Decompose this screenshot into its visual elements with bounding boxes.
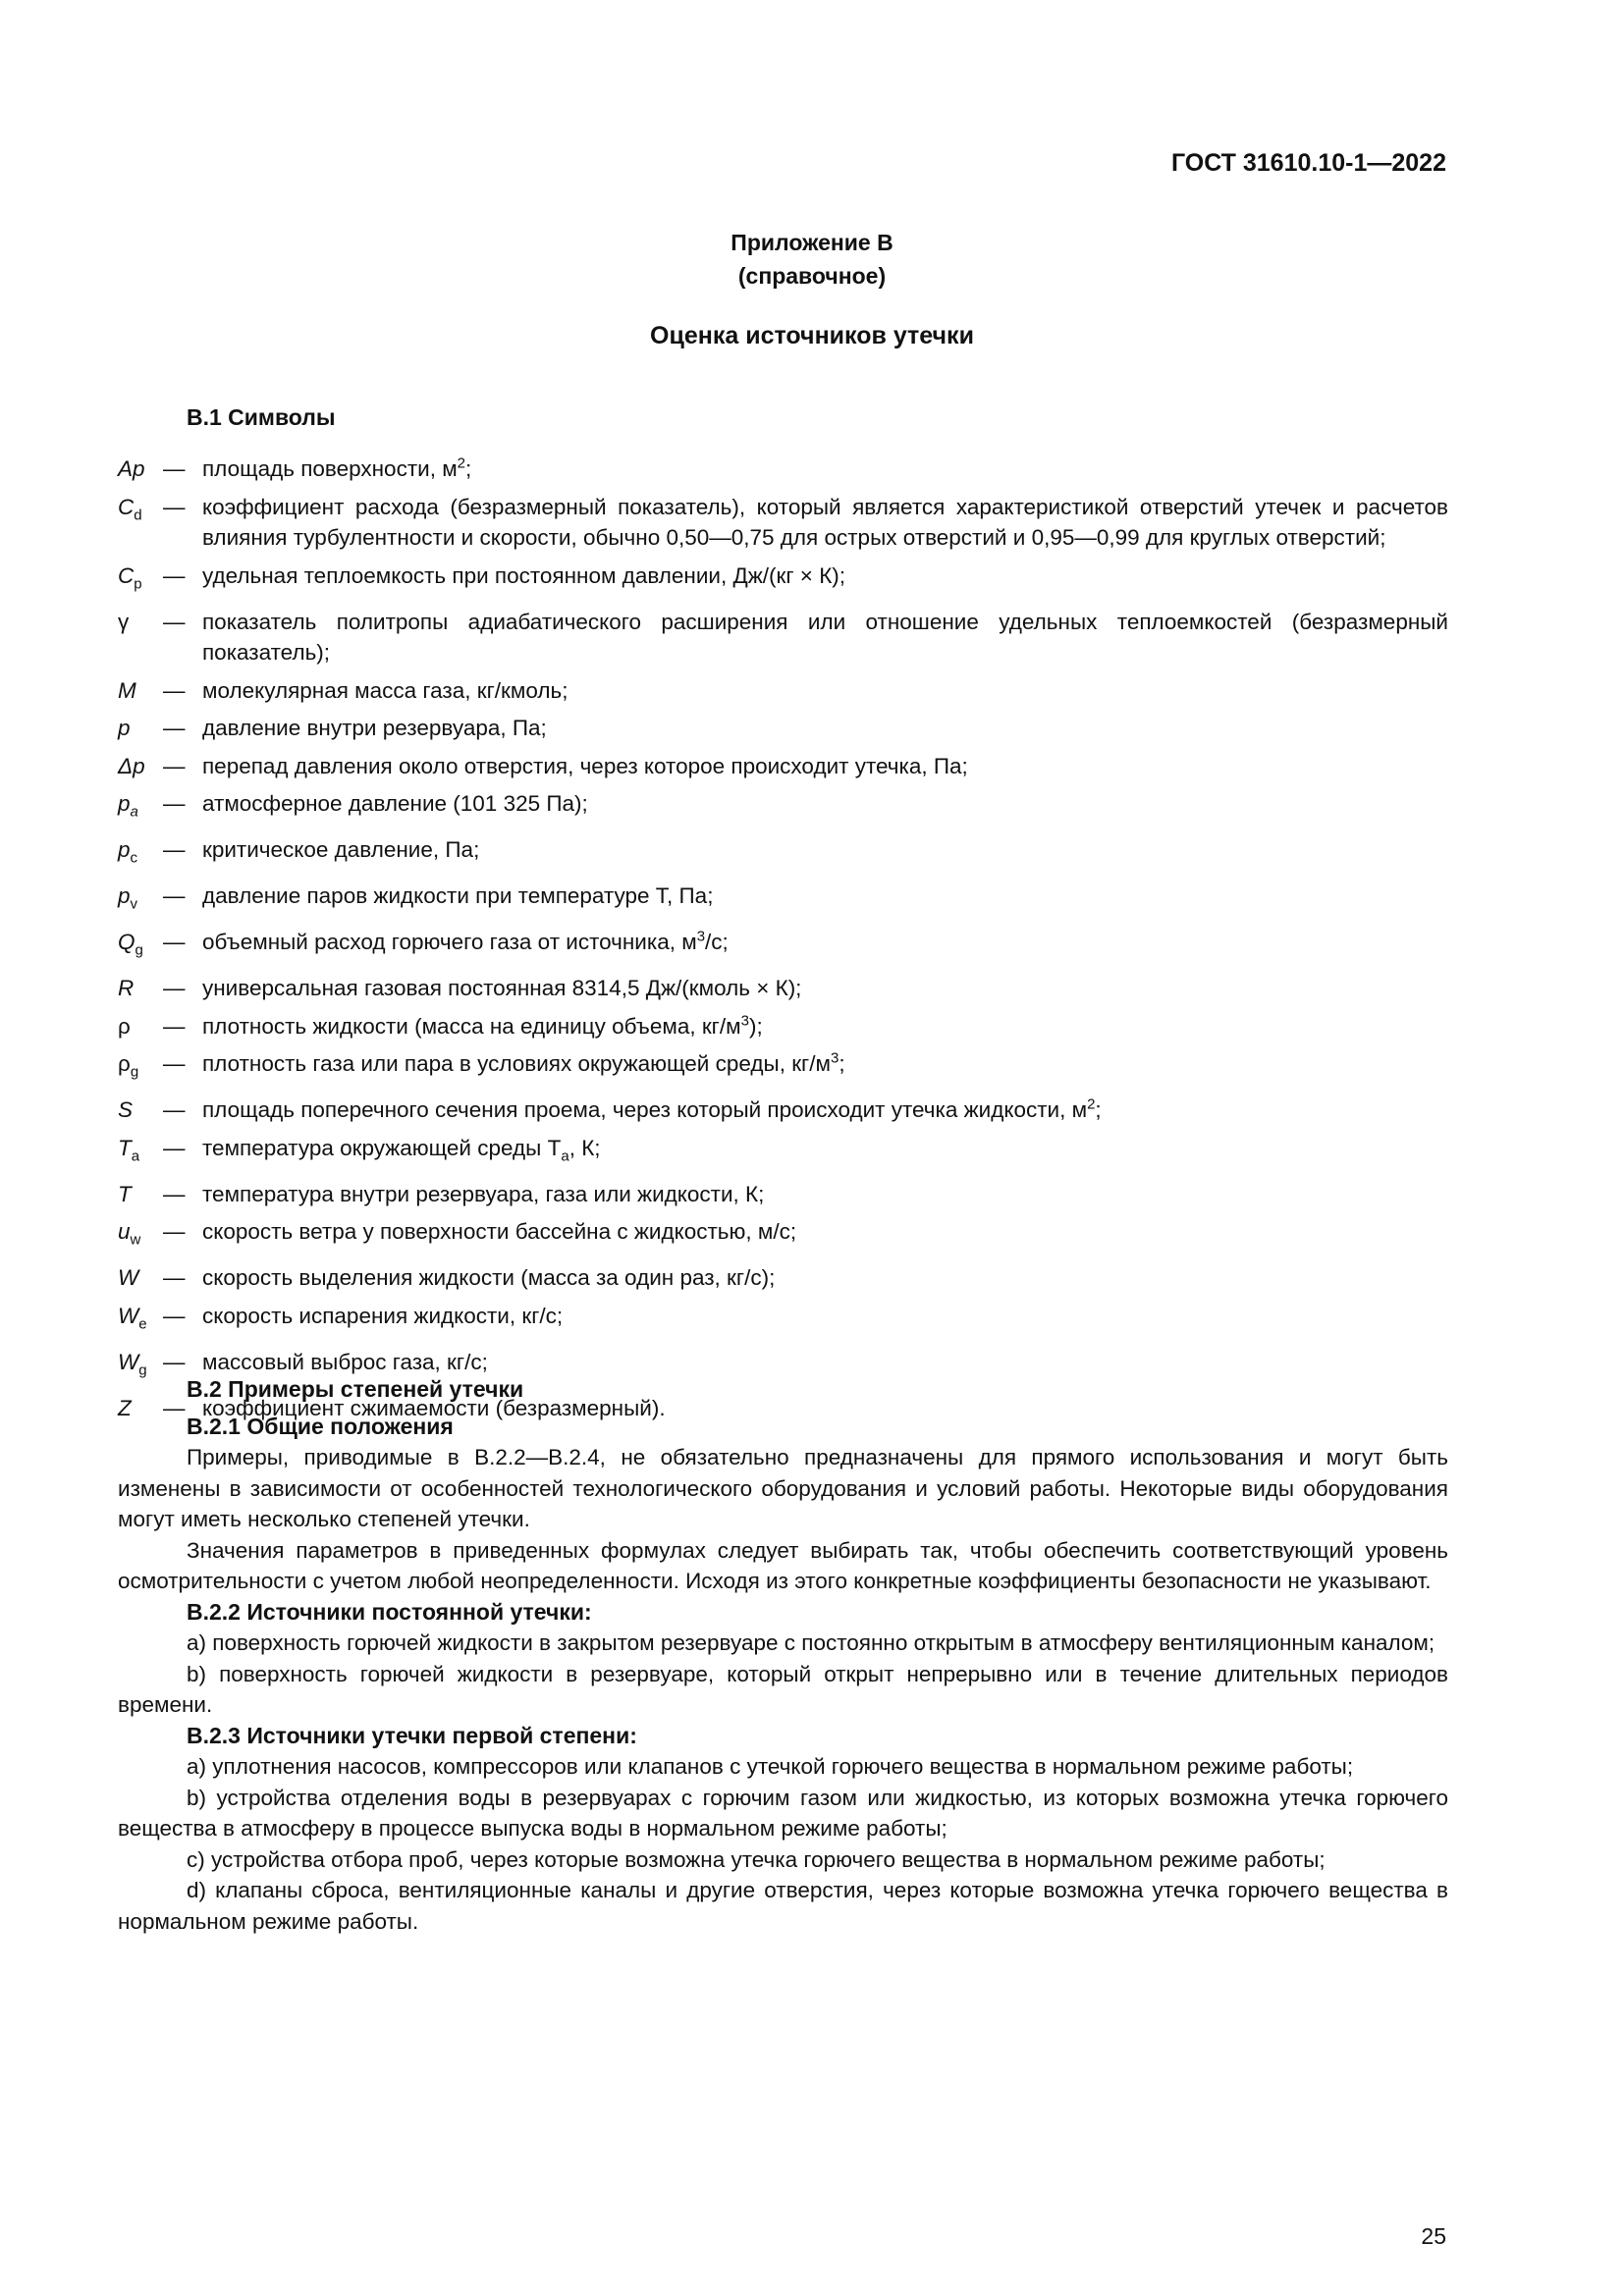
dash: — bbox=[163, 791, 186, 816]
page-number: 25 bbox=[1421, 2223, 1446, 2249]
symbol-description: массовый выброс газа, кг/с; bbox=[202, 1349, 488, 1374]
dash: — bbox=[163, 1219, 186, 1244]
symbol-row bbox=[118, 561, 1448, 600]
dash: — bbox=[163, 677, 186, 703]
symbol: $p_a$ bbox=[118, 791, 138, 821]
symbol-row bbox=[118, 1179, 1448, 1210]
dash: — bbox=[163, 1395, 186, 1420]
paragraph: Значения параметров в приведенных формулах следует выбирать так, чтобы обеспечить соответствующий уровень осмотрительности с учетом любой неопределенности. Исходя из этого конкретные коэффициенты безопасности не указывают. bbox=[118, 1537, 1448, 1593]
list-item: a) уплотнения насосов, компрессоров или клапанов с утечкой горючего вещества в нормальном режиме работы; bbox=[187, 1754, 1354, 1779]
section-b2 bbox=[118, 1374, 1448, 1937]
dash: — bbox=[163, 753, 186, 778]
dash: — bbox=[163, 1097, 186, 1122]
dash: — bbox=[163, 609, 186, 634]
section-heading-b2: В.2 Примеры степеней утечки bbox=[187, 1376, 524, 1402]
symbol-description: перепад давления около отверстия, через которое происходит утечка, Па; bbox=[202, 753, 968, 778]
symbol-row bbox=[118, 1011, 1448, 1042]
symbols-list bbox=[118, 454, 1448, 1430]
subsection-heading-b23: В.2.3 Источники утечки первой степени: bbox=[187, 1722, 637, 1748]
symbol-row bbox=[118, 927, 1448, 966]
symbol-description: температура окружающей среды $T_a$, К; bbox=[202, 1135, 601, 1164]
symbol-description: скорость ветра у поверхности бассейна с жидкостью, м/с; bbox=[202, 1219, 797, 1244]
paragraph: Примеры, приводимые в В.2.2—В.2.4, не обязательно предназначены для прямого использования и могут быть изменены в зависимости от особенностей технологического оборудования и условий работы. Некоторые виды оборудования могут иметь несколько степеней утечки. bbox=[118, 1445, 1448, 1531]
dash: — bbox=[163, 1265, 186, 1290]
symbol-description: давление паров жидкости при температуре Т, Па; bbox=[202, 883, 714, 908]
symbol: ρ bbox=[118, 1013, 131, 1039]
symbol: γ bbox=[118, 609, 130, 634]
dash: — bbox=[163, 1303, 186, 1328]
symbol-description: площадь поперечного сечения проема, через который происходит утечка жидкости, $м^2$; bbox=[202, 1095, 1102, 1122]
symbol: R bbox=[118, 976, 135, 1000]
symbol-description: коэффициент сжимаемости (безразмерный). bbox=[202, 1395, 666, 1420]
symbol-description: коэффициент расхода (безразмерный показатель), который является характеристикой отверстий утечек и расчетов влияния турбулентности и скорости, обычно 0,50—0,75 для острых отверстий и 0,95—0,99 для круглых отверстий; bbox=[202, 494, 1448, 550]
dash: — bbox=[163, 1013, 186, 1039]
symbol-row bbox=[118, 973, 1448, 1004]
page-title: Оценка источников утечки bbox=[650, 322, 974, 349]
symbol: $p_v$ bbox=[118, 883, 138, 913]
symbol-description: плотность газа или пара в условиях окружающей среды, $кг/м^3$; bbox=[202, 1049, 845, 1076]
document-code: ГОСТ 31610.10-1—2022 bbox=[1170, 149, 1446, 177]
symbol-row bbox=[118, 1133, 1448, 1172]
dash: — bbox=[163, 883, 186, 908]
symbol-description: атмосферное давление (101 325 Па); bbox=[202, 791, 588, 816]
symbol: $u_w$ bbox=[118, 1219, 141, 1249]
dash: — bbox=[163, 1051, 186, 1076]
dash: — bbox=[163, 930, 186, 954]
symbol: $C_d$ bbox=[118, 494, 142, 523]
symbol: S bbox=[118, 1097, 134, 1122]
symbol-description: скорость испарения жидкости, кг/с; bbox=[202, 1303, 564, 1328]
subsection-heading-b21: В.2.1 Общие положения bbox=[187, 1413, 454, 1439]
symbol: $\rho_g$ bbox=[118, 1051, 139, 1081]
symbol-row bbox=[118, 492, 1448, 554]
symbol-description: удельная теплоемкость при постоянном давлении, Дж/(кг × К); bbox=[202, 562, 846, 588]
symbol: $Q_g$ bbox=[118, 930, 143, 959]
subsection-heading-b22: В.2.2 Источники постоянной утечки: bbox=[187, 1598, 592, 1625]
symbol-row bbox=[118, 1301, 1448, 1340]
symbol: $T_a$ bbox=[118, 1135, 140, 1164]
dash: — bbox=[163, 716, 186, 740]
symbol-row bbox=[118, 834, 1448, 874]
symbol-description: плотность жидкости (масса на единицу объема, $кг/м^3$); bbox=[202, 1012, 763, 1039]
dash: — bbox=[163, 494, 186, 519]
list-item: d) клапаны сброса, вентиляционные каналы и другие отверстия, через которые возможна утечка горючего вещества в нормальном режиме работы. bbox=[118, 1878, 1448, 1934]
symbol-row bbox=[118, 1216, 1448, 1255]
annex-title: Приложение В bbox=[731, 230, 893, 255]
symbol: M bbox=[118, 677, 136, 703]
symbol-row bbox=[118, 1095, 1448, 1126]
symbol-row bbox=[118, 1048, 1448, 1088]
symbol: W bbox=[118, 1265, 139, 1290]
symbol: $W_e$ bbox=[118, 1303, 147, 1332]
annex-type: (справочное) bbox=[737, 263, 887, 289]
dash: — bbox=[163, 1349, 186, 1374]
symbol: Ap bbox=[118, 456, 145, 481]
symbol-description: объемный расход горючего газа от источника, $м^3/с$; bbox=[202, 928, 729, 954]
symbol-row bbox=[118, 881, 1448, 920]
dash: — bbox=[163, 976, 186, 1000]
symbol: Z bbox=[118, 1395, 132, 1420]
symbol-description: давление внутри резервуара, Па; bbox=[202, 716, 547, 740]
list-item: b) устройства отделения воды в резервуарах с горючим газом или жидкостью, из которых возможна утечка горючего вещества в атмосферу в процессе выпуска воды в нормальном режиме работы; bbox=[118, 1785, 1448, 1841]
list-item: a) поверхность горючей жидкости в закрытом резервуаре с постоянно открытым в атмосферу вентиляционным каналом; bbox=[187, 1630, 1435, 1655]
section-heading-b1: В.1 Символы bbox=[187, 404, 336, 430]
symbol: Δp bbox=[118, 753, 145, 778]
symbol: $p_c$ bbox=[118, 837, 138, 867]
symbol-row bbox=[118, 675, 1448, 707]
symbol-description: температура внутри резервуара, газа или жидкости, К; bbox=[202, 1181, 765, 1206]
dash: — bbox=[163, 1135, 186, 1160]
dash: — bbox=[163, 837, 186, 862]
symbol-description: универсальная газовая постоянная 8314,5 Дж/(кмоль × К); bbox=[202, 976, 802, 1000]
dash: — bbox=[163, 562, 186, 588]
symbol-description: скорость выделения жидкости (масса за один раз, кг/с); bbox=[202, 1265, 776, 1290]
symbol-row bbox=[118, 751, 1448, 782]
symbol-description: критическое давление, Па; bbox=[202, 837, 480, 862]
symbol: $W_g$ bbox=[118, 1349, 147, 1378]
symbol-row bbox=[118, 713, 1448, 744]
symbol: $C_p$ bbox=[118, 562, 142, 592]
symbol: T bbox=[118, 1181, 132, 1206]
symbol-description: площадь поверхности, $м^2$; bbox=[202, 454, 472, 481]
symbol-description: показатель политропы адиабатического расширения или отношение удельных теплоемкостей (безразмерный показатель); bbox=[202, 609, 1448, 665]
symbol-description: молекулярная масса газа, кг/кмоль; bbox=[202, 677, 568, 703]
symbol-row bbox=[118, 1262, 1448, 1294]
list-item: c) устройства отбора проб, через которые возможна утечка горючего вещества в нормальном режиме работы; bbox=[187, 1846, 1326, 1872]
symbol-row bbox=[118, 454, 1448, 485]
list-item: b) поверхность горючей жидкости в резервуаре, который открыт непрерывно или в течение длительных периодов времени. bbox=[118, 1661, 1448, 1717]
symbol: p bbox=[118, 716, 131, 740]
dash: — bbox=[163, 1181, 186, 1206]
dash: — bbox=[163, 456, 186, 481]
symbol-row bbox=[118, 607, 1448, 668]
symbol-row bbox=[118, 788, 1448, 828]
